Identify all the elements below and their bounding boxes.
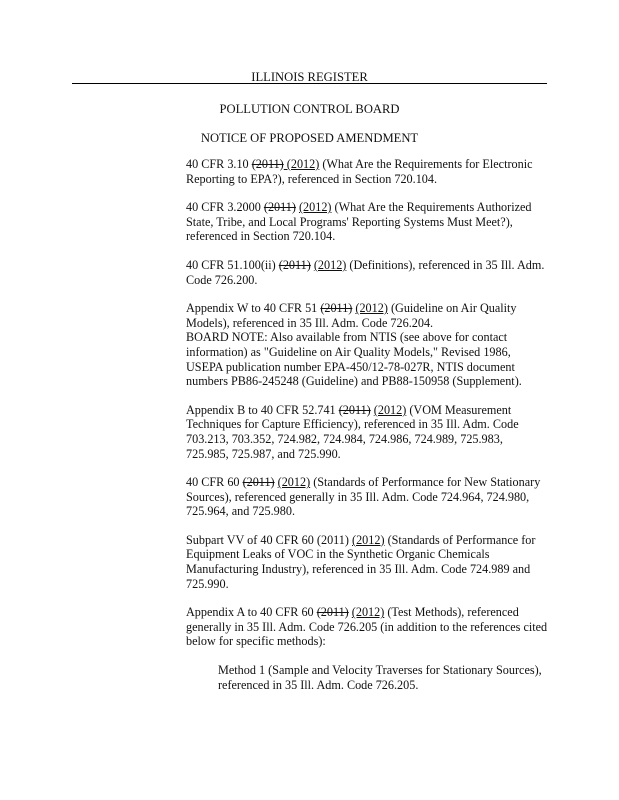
entry-text: Appendix A to 40 CFR 60 xyxy=(186,605,317,620)
register-title xyxy=(0,70,619,84)
entry-text: (Standards of Performance for Equipment Leaks of VOC in the Synthetic Organic Chemicals Manufacturing Industry), referenced in 35 Ill. Adm. Code 724.989 and 725.990. xyxy=(186,532,536,591)
entry-appendix-w xyxy=(186,301,548,389)
entry-text: 40 CFR 60 xyxy=(186,475,243,490)
entry-cfr-3-2000 xyxy=(186,200,548,244)
entry-text: (What Are the Requirements for Electronic Reporting to EPA?), referenced in Section 720.104. xyxy=(186,157,533,186)
inserted-text: (2012) xyxy=(283,157,320,171)
struck-text: (2011) xyxy=(338,402,371,417)
entry-text: (Standards of Performance for New Stationary Sources), referenced generally in 35 Ill. Adm. Code 724.964, 724.980, 725.964, and 725.980. xyxy=(186,475,541,519)
entry-text: (2011) xyxy=(316,532,353,547)
entry-cfr-3-10 xyxy=(186,157,548,186)
entry-text: 40 CFR 3.10 xyxy=(186,157,252,171)
entry-appendix-b xyxy=(186,403,548,461)
entry-text: Method 1 (Sample and Velocity Traverses for Stationary Sources), referenced in 35 Ill. Adm. Code 726.205. xyxy=(218,663,542,692)
inserted-text: (2012) xyxy=(373,402,407,417)
entry-text: Appendix B to 40 CFR 52.741 xyxy=(186,402,339,417)
entry-cfr-60 xyxy=(186,475,548,519)
inserted-text: (2012) xyxy=(313,257,347,272)
struck-text: (2011) xyxy=(316,605,349,620)
entry-appendix-w-text xyxy=(186,301,548,330)
entry-cfr-51-100 xyxy=(186,258,548,287)
header-rule xyxy=(72,83,547,84)
entry-text: (Test Methods), referenced generally in 35 Ill. Adm. Code 726.205 (in addition to the references cited below for specific methods): xyxy=(186,605,548,649)
entry-subpart-vv xyxy=(186,533,548,591)
board-note: BOARD NOTE: Also available from NTIS (see above for contact information) as "Guideline on Air Quality Models," Revised 1986, USEPA publication number EPA-450/12-78-027R, NTIS document numbers PB86-245248 (Guideline) and PB88-150958 (Supplement). xyxy=(186,330,522,389)
entry-text: (VOM Measurement Techniques for Capture Efficiency), referenced in 35 Ill. Adm. Code 703.213, 703.352, 724.982, 724.984, 724.986, 724.989, 725.983, 725.985, 725.987, and 725.990. xyxy=(186,402,519,461)
inserted-text: (2012) xyxy=(298,200,332,215)
inserted-text: (2012) xyxy=(352,532,385,547)
struck-text: (2011) xyxy=(251,157,284,171)
entry-text: 40 CFR 51.100(ii) xyxy=(186,257,279,272)
inserted-text: (2012) xyxy=(355,301,388,316)
struck-text: (2011) xyxy=(320,301,353,316)
board-name: POLLUTION CONTROL BOARD xyxy=(219,102,400,116)
document-body xyxy=(186,157,548,706)
entry-method-1 xyxy=(218,663,548,692)
entry-appendix-a xyxy=(186,605,548,649)
notice-title: NOTICE OF PROPOSED AMENDMENT xyxy=(200,131,419,145)
entry-text: (Guideline on Air Quality Models), referenced in 35 Ill. Adm. Code 726.204. xyxy=(186,301,517,330)
entry-text: (What Are the Requirements Authorized State, Tribe, and Local Programs' Reporting Systems Must Meet?), referenced in Section 720.104. xyxy=(186,200,532,244)
struck-text: (2011) xyxy=(242,475,275,490)
entry-text: (Definitions), referenced in 35 Ill. Adm. Code 726.200. xyxy=(186,257,545,287)
struck-text: (2011) xyxy=(278,257,311,272)
struck-text: (2011) xyxy=(263,200,296,215)
entry-text: 40 CFR 3.2000 xyxy=(186,200,264,215)
register-title-text: ILLINOIS REGISTER xyxy=(251,70,368,84)
inserted-text: (2012) xyxy=(277,475,311,490)
entry-text: Subpart VV of 40 CFR 60 xyxy=(186,532,317,547)
inserted-text: (2012) xyxy=(351,605,385,620)
entry-text: Appendix W to 40 CFR 51 xyxy=(186,301,321,316)
